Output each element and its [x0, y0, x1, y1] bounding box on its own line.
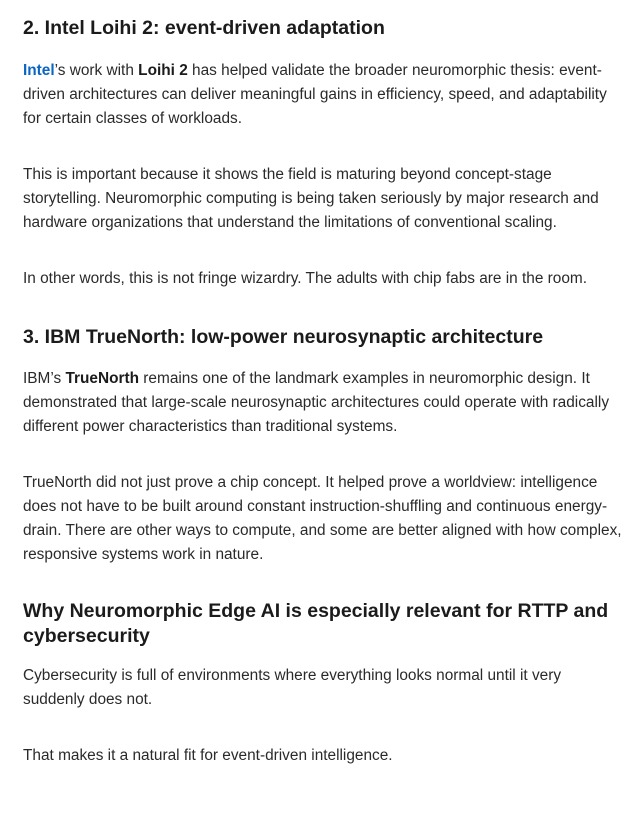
- text-segment: has helped validate the broader neuromorphic thesis: event-driven architectures can deliver meaningful gains in efficiency, speed, and adaptability for certain classes of workloads.: [23, 62, 607, 127]
- paragraph-why-intro: Cybersecurity is full of environments where everything looks normal until it very suddenly does not.: [23, 667, 562, 708]
- paragraph-loihi-intro: [23, 59, 622, 131]
- paragraph-loihi-importance: This is important because it shows the field is maturing beyond concept-stage storytelling. Neuromorphic computing is being taken seriously by major research and hardware organizations that understand the limitations of conventional scaling.: [23, 166, 599, 231]
- section-heading-loihi: 2. Intel Loihi 2: event-driven adaptation: [23, 17, 385, 39]
- bold-loihi-2: Loihi 2: [138, 62, 188, 79]
- paragraph-truenorth-intro: [23, 367, 622, 439]
- text-segment: remains one of the landmark examples in neuromorphic design. It demonstrated that large-scale neurosynaptic architectures could operate with radically different power characteristics than traditional systems.: [23, 370, 610, 435]
- paragraph-truenorth-worldview: TrueNorth did not just prove a chip concept. It helped prove a worldview: intelligence does not have to be built around constant instruction-shuffling and continuous energy-drain. There are other ways to compute, and some are better aligned with how complex, responsive systems work in nature.: [23, 474, 622, 563]
- paragraph-why-fit: That makes it a natural fit for event-driven intelligence.: [23, 747, 393, 764]
- intel-link[interactable]: Intel: [23, 62, 55, 79]
- text-segment: IBM’s: [23, 370, 66, 387]
- text-segment: ’s work with: [54, 62, 139, 79]
- section-heading-why: Why Neuromorphic Edge AI is especially relevant for RTTP and cybersecurity: [23, 600, 609, 647]
- section-heading-truenorth: 3. IBM TrueNorth: low-power neurosynaptic architecture: [23, 326, 544, 348]
- bold-truenorth: TrueNorth: [65, 370, 140, 387]
- paragraph-loihi-summary: In other words, this is not fringe wizardry. The adults with chip fabs are in the room.: [23, 270, 588, 287]
